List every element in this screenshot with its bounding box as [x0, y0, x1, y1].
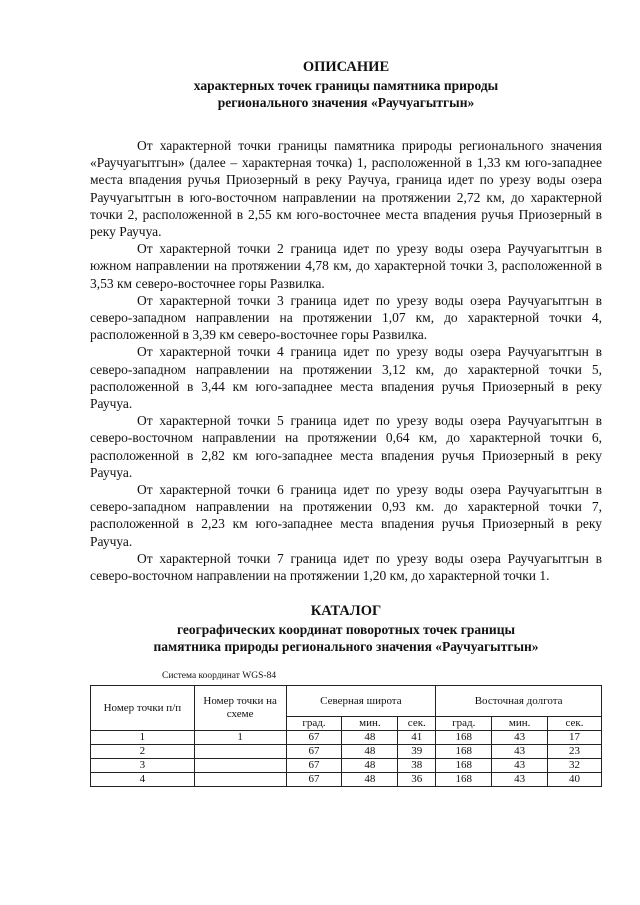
header-lon-deg: град. [436, 717, 492, 731]
header-lat-min: мин. [342, 717, 398, 731]
table-cell: 67 [286, 759, 342, 773]
coordinates-table [90, 685, 602, 787]
table-cell: 168 [436, 731, 492, 745]
table-cell [194, 773, 286, 787]
paragraph-2: От характерной точки 2 граница идет по урезу воды озера Раучуагытгын в южном направлении на протяжении 4,78 км, до характерной точки 3, расположенной в 3,53 км северо-восточнее горы Развилка. [90, 241, 602, 291]
table-cell: 43 [492, 731, 548, 745]
catalog-section [90, 602, 602, 787]
table-cell: 3 [91, 759, 195, 773]
table-cell [194, 745, 286, 759]
catalog-subtitle-line1: географических координат поворотных точек границы [176, 622, 516, 638]
table-row [91, 773, 602, 787]
table-cell: 39 [398, 745, 436, 759]
table-cell: 17 [548, 731, 602, 745]
table-cell: 4 [91, 773, 195, 787]
document-subtitle-line2: регионального значения «Раучуагытгын» [217, 95, 475, 110]
table-cell: 43 [492, 773, 548, 787]
header-lon-sec: сек. [548, 717, 602, 731]
paragraph-6: От характерной точки 6 граница идет по урезу воды озера Раучуагытгын в северо-западном направлении на протяжении 0,93 км. до характерной точки 7, расположенной в 2,23 км юго-западнее места впадения ручья Приозерный в реку Раучуа. [90, 482, 602, 549]
header-lon-min: мин. [492, 717, 548, 731]
table-cell: 41 [398, 731, 436, 745]
header-point-number: Номер точки п/п [91, 686, 195, 731]
table-cell: 40 [548, 773, 602, 787]
paragraph-5: От характерной точки 5 граница идет по урезу воды озера Раучуагытгын в северо-восточном направлении на протяжении 0,64 км, до характерной точки 6, расположенной в 2,82 км юго-западнее места впадения ручья Приозерный в реку Раучуа. [90, 413, 602, 480]
table-cell: 67 [286, 731, 342, 745]
table-cell: 67 [286, 773, 342, 787]
table-cell: 48 [342, 759, 398, 773]
table-cell: 48 [342, 731, 398, 745]
table-cell: 43 [492, 759, 548, 773]
header-lat-sec: сек. [398, 717, 436, 731]
table-cell: 2 [91, 745, 195, 759]
table-cell: 48 [342, 773, 398, 787]
table-cell: 38 [398, 759, 436, 773]
table-row [91, 731, 602, 745]
document-page [90, 58, 602, 787]
header-scheme-number: Номер точки на схеме [194, 686, 286, 731]
description-body [90, 137, 602, 584]
header-east-longitude: Восточная долгота [436, 686, 602, 717]
table-cell: 168 [436, 745, 492, 759]
table-cell: 168 [436, 759, 492, 773]
table-cell: 32 [548, 759, 602, 773]
paragraph-3: От характерной точки 3 граница идет по урезу воды озера Раучуагытгын в северо-западном направлении на протяжении 1,07 км, до характерной точки 4, расположенной в 3,39 км северо-восточнее горы Развилка. [90, 292, 602, 343]
table-cell: 36 [398, 773, 436, 787]
paragraph-1: От характерной точки границы памятника природы регионального значения «Раучуагытгын» (далее – характерная точка) 1, расположенной в 1,33 км юго-западнее места впадения ручья Приозерный в реку Раучуа, граница идет по урезу воды озера Раучуагытгын в юго-восточном направлении на протяжении 2,72 км, до характерной точки 2, расположенной в 2,55 км юго-восточнее места впадения ручья Приозерный в реку Раучуа. [90, 138, 602, 240]
table-cell: 168 [436, 773, 492, 787]
table-row [91, 759, 602, 773]
paragraph-7: От характерной точки 7 граница идет по урезу воды озера Раучуагытгын в северо-восточном направлении на протяжении 1,20 км, до характерной точки 1. [90, 550, 602, 584]
document-title: ОПИСАНИЕ [302, 59, 390, 75]
table-cell: 48 [342, 745, 398, 759]
header-lat-deg: град. [286, 717, 342, 731]
table-cell: 43 [492, 745, 548, 759]
table-row [91, 745, 602, 759]
table-cell: 67 [286, 745, 342, 759]
catalog-subtitle-line2: памятника природы регионального значения «Раучуагытгын» [153, 639, 539, 655]
table-cell [194, 759, 286, 773]
coordinate-system-label: Система координат WGS-84 [162, 671, 277, 682]
table-cell: 1 [91, 731, 195, 745]
table-cell: 1 [194, 731, 286, 745]
catalog-title: КАТАЛОГ [310, 603, 382, 620]
document-subtitle-line1: характерных точек границы памятника природы [193, 78, 499, 93]
paragraph-4: От характерной точки 4 граница идет по урезу воды озера Раучуагытгын в северо-западном направлении на протяжении 3,12 км, до характерной точки 5, расположенной в 3,44 км юго-западнее места впадения ручья Приозерный в реку Раучуа. [90, 344, 602, 412]
header-north-latitude: Северная широта [286, 686, 436, 717]
table-cell: 23 [548, 745, 602, 759]
